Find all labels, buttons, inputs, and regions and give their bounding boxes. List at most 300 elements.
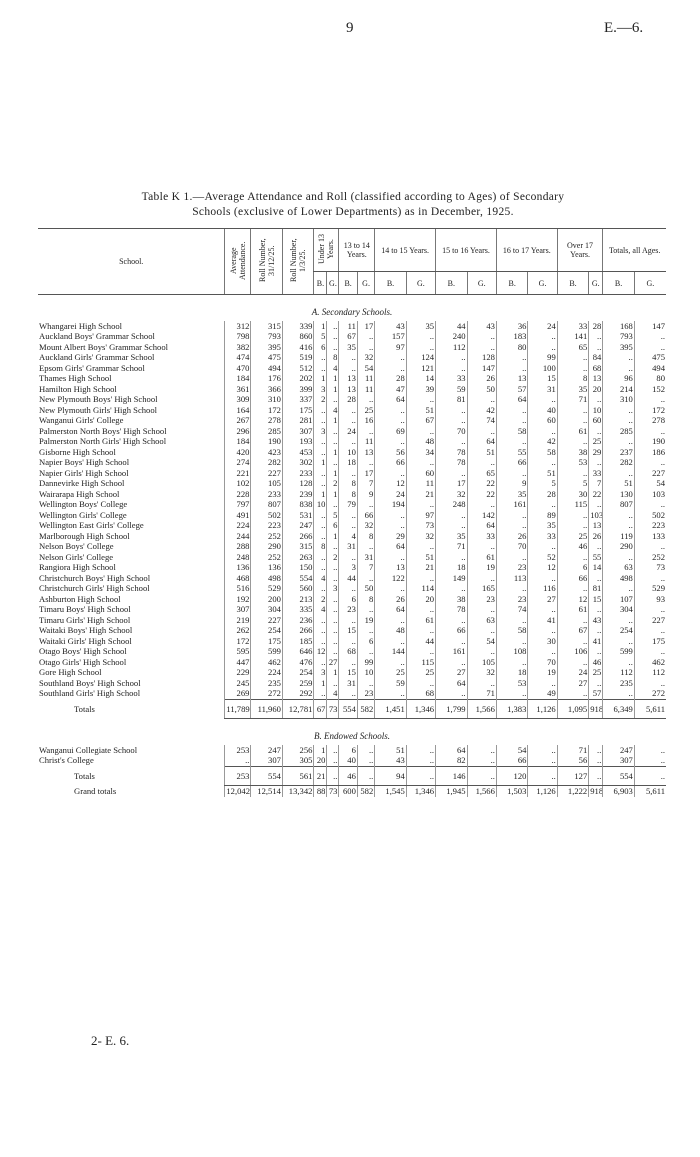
value-cell: 254 [282,667,314,678]
value-cell: 31 [339,678,357,689]
value-cell: .. [327,426,339,437]
value-cell: .. [436,688,468,699]
value-cell: 798 [225,331,251,342]
value-cell: 4 [314,604,327,615]
value-cell: .. [634,394,666,405]
value-cell: 27 [328,656,338,667]
value-cell: 312 [225,321,251,332]
value-cell: 81 [436,394,468,405]
value-cell: .. [496,583,528,594]
value-cell: 8 [357,594,374,605]
value-cell: .. [375,510,407,521]
value-cell: 918 [589,699,603,719]
header-boys: B. [436,272,468,295]
header-16-17: 16 to 17 Years. [496,229,557,272]
value-cell: .. [436,363,468,374]
value-cell: 3 [314,667,327,678]
value-cell: 70 [436,426,468,437]
value-cell: .. [357,394,374,405]
value-cell: 1 [314,457,327,468]
value-cell: 54 [496,745,528,756]
value-cell: 5 [314,331,327,342]
school-name: Grand totals [74,785,117,796]
value-cell: 32 [436,489,468,500]
value-cell: 491 [225,510,251,521]
value-cell: 5 [327,510,339,521]
value-cell: 54 [357,363,374,374]
value-cell: 475 [251,352,283,363]
header-15-16: 15 to 16 Years. [436,229,497,272]
value-cell: 15 [339,625,357,636]
value-cell: .. [634,573,666,584]
totals-row [38,699,666,719]
value-cell: .. [339,520,357,531]
school-name: New Plymouth Boys' High School [39,394,158,404]
value-cell: 17 [357,321,374,332]
value-cell: 6 [339,745,357,756]
value-cell: .. [406,457,435,468]
header-boys: B. [375,272,407,295]
value-cell: 66 [557,573,589,584]
value-cell: 214 [603,384,635,395]
table-row [38,678,666,689]
value-cell: .. [634,745,666,756]
table-row [38,321,666,332]
value-cell: 25 [589,436,603,447]
value-cell: 200 [251,594,283,605]
value-cell: 247 [603,745,635,756]
value-cell: .. [528,573,557,584]
value-cell: 253 [225,745,251,756]
value-cell: 46 [557,541,589,552]
value-cell: 142 [467,510,496,521]
value-cell: 13 [375,562,407,573]
table-row [38,489,666,500]
value-cell: 259 [282,678,314,689]
value-cell: .. [496,552,528,563]
value-cell: .. [339,352,357,363]
value-cell: .. [557,688,589,699]
value-cell: .. [327,573,339,584]
value-cell: 175 [282,405,314,416]
value-cell: 41 [528,615,557,626]
value-cell: 165 [467,583,496,594]
value-cell: 395 [251,342,283,353]
value-cell: .. [467,766,496,786]
value-cell: 56 [375,447,407,458]
value-cell: 64 [375,541,407,552]
value-cell: 35 [339,342,357,353]
value-cell: .. [327,625,339,636]
value-cell: 582 [357,786,374,797]
value-cell: 290 [251,541,283,552]
school-name: Christ's College [39,755,94,766]
value-cell: 221 [225,468,251,479]
value-cell: .. [436,583,468,594]
value-cell: .. [557,583,589,594]
value-cell: 32 [357,352,374,363]
value-cell: 116 [528,583,557,594]
value-cell: 23 [357,688,374,699]
table-row [38,583,666,594]
value-cell: 31 [528,384,557,395]
value-cell: 33 [436,373,468,384]
value-cell: 112 [634,667,666,678]
value-cell: 68 [339,646,357,657]
value-cell: 18 [339,457,357,468]
value-cell: 248 [225,552,251,563]
value-cell: 494 [251,363,283,374]
value-cell: 2 [327,478,339,489]
value-cell: 335 [282,604,314,615]
value-cell: .. [406,755,435,766]
table-row [38,363,666,374]
value-cell: .. [339,405,357,416]
value-cell: 106 [557,646,589,657]
value-cell: .. [634,766,666,786]
value-cell: .. [603,510,635,521]
value-cell: 150 [282,562,314,573]
header-boys: B. [314,272,327,295]
value-cell: 161 [436,646,468,657]
value-cell: 1,945 [436,786,468,797]
value-cell: 10 [314,499,327,510]
value-cell: 793 [603,331,635,342]
value-cell: .. [327,562,339,573]
value-cell: 68 [589,363,603,374]
school-name: Auckland Girls' Grammar School [39,352,155,362]
value-cell: 8 [327,352,339,363]
table-row [38,604,666,615]
school-name: Totals [74,770,95,781]
school-name: Marlborough High School [39,530,130,541]
table-row [38,615,666,626]
value-cell: 66 [436,625,468,636]
table-row [38,373,666,384]
value-cell: 78 [436,457,468,468]
table-row [38,478,666,489]
value-cell: 7 [589,478,603,489]
value-cell: .. [327,646,339,657]
value-cell: 35 [528,520,557,531]
value-cell: 28 [375,373,407,384]
value-cell: 399 [282,384,314,395]
value-cell: 337 [282,394,314,405]
value-cell: 296 [225,426,251,437]
value-cell: 1,222 [557,786,589,797]
value-cell: .. [603,468,635,479]
value-cell: 282 [251,457,283,468]
value-cell: .. [634,426,666,437]
value-cell: .. [634,625,666,636]
value-cell: 6 [327,520,339,531]
value-cell: 23 [339,604,357,615]
value-cell: .. [528,745,557,756]
value-cell: 8 [339,478,357,489]
value-cell: 1 [314,321,327,332]
value-cell: .. [314,405,327,416]
value-cell: 807 [251,499,283,510]
school-name: Southland Girls' High School [39,688,141,699]
value-cell: 6 [314,342,327,353]
value-cell: .. [327,457,339,468]
value-cell: 498 [251,573,283,584]
value-cell: .. [225,755,251,766]
value-cell: .. [528,394,557,405]
value-cell: .. [467,573,496,584]
value-cell: 285 [603,426,635,437]
value-cell: 74 [496,604,528,615]
value-cell: 51 [603,478,635,489]
value-cell: .. [496,636,528,647]
value-cell: 100 [528,363,557,374]
value-cell: 476 [282,657,314,668]
value-cell: .. [375,415,407,426]
value-cell: .. [603,615,635,626]
value-cell: 19 [357,615,374,626]
value-cell: 447 [225,657,251,668]
value-cell: 395 [603,342,635,353]
value-cell: .. [406,766,435,786]
value-cell: .. [589,394,603,405]
value-cell: 172 [251,405,283,416]
value-cell: 309 [225,394,251,405]
value-cell: 24 [528,321,557,332]
value-cell: 21 [406,562,435,573]
value-cell: 120 [496,766,528,786]
value-cell: 66 [375,457,407,468]
value-cell: 266 [282,531,314,542]
value-cell: 73 [406,520,435,531]
table-row [38,352,666,363]
value-cell: 1 [327,384,339,395]
value-cell: 66 [496,457,528,468]
value-cell: 17 [436,478,468,489]
value-cell: .. [634,646,666,657]
value-cell: 6 [357,636,374,647]
value-cell: 18 [496,667,528,678]
value-cell: 10 [357,667,374,678]
value-cell: 1 [327,415,339,426]
value-cell: 3 [314,384,327,395]
value-cell: 233 [282,468,314,479]
value-cell: .. [634,755,666,766]
value-cell: 1,799 [436,699,468,719]
value-cell: .. [327,678,339,689]
value-cell: .. [357,766,374,786]
value-cell: 15 [528,373,557,384]
value-cell: .. [496,405,528,416]
value-cell: 53 [557,457,589,468]
value-cell: 28 [528,489,557,500]
value-cell: .. [327,342,339,353]
value-cell: 240 [436,331,468,342]
value-cell: .. [375,688,407,699]
value-cell: 17 [357,468,374,479]
value-cell: 253 [225,766,251,786]
value-cell: 59 [375,678,407,689]
value-cell: 11 [339,321,357,332]
value-cell: .. [557,415,589,426]
value-cell: 11 [406,478,435,489]
value-cell: .. [467,331,496,342]
section-secondary-heading: A. Secondary Schools. [311,307,393,317]
value-cell: 94 [375,766,407,786]
school-name: Timaru Girls' High School [39,614,131,625]
value-cell: 1 [314,489,327,500]
header-girls: G. [467,272,496,295]
value-cell: .. [603,552,635,563]
value-cell: 54 [467,636,496,647]
value-cell: 108 [496,646,528,657]
value-cell: 128 [282,478,314,489]
value-cell: 420 [225,447,251,458]
value-cell: .. [314,415,327,426]
value-cell: .. [357,331,374,342]
value-cell: 53 [496,678,528,689]
school-name: Nelson Girls' College [39,551,114,562]
table-row [38,436,666,447]
table-body [38,295,666,797]
value-cell: 1 [327,373,339,384]
value-cell: 554 [282,573,314,584]
value-cell: .. [314,688,327,699]
value-cell: 2 [327,552,339,563]
value-cell: 256 [282,745,314,756]
value-cell: 531 [282,510,314,521]
value-cell: 44 [436,321,468,332]
value-cell: .. [375,615,407,626]
value-cell: .. [634,457,666,468]
value-cell: 15 [339,667,357,678]
value-cell: .. [314,352,327,363]
value-cell: .. [357,745,374,756]
value-cell: 26 [375,594,407,605]
value-cell: .. [603,415,635,426]
value-cell: .. [375,436,407,447]
value-cell: 797 [225,499,251,510]
value-cell: 21 [314,766,327,786]
value-cell: 423 [251,447,283,458]
value-cell: 99 [357,657,374,668]
value-cell: 219 [225,615,251,626]
value-cell: .. [496,363,528,374]
value-cell: 561 [282,766,314,786]
value-cell: 43 [589,615,603,626]
value-cell: 20 [589,384,603,395]
value-cell: 67 [314,699,327,719]
value-cell: 274 [225,457,251,468]
header-boys: B. [557,272,589,295]
value-cell: .. [589,678,603,689]
value-cell: 175 [634,636,666,647]
value-cell: 105 [467,657,496,668]
value-cell: .. [589,457,603,468]
value-cell: 61 [467,552,496,563]
value-cell: .. [634,331,666,342]
value-cell: .. [467,625,496,636]
value-cell: 19 [528,667,557,678]
value-cell: .. [603,657,635,668]
value-cell: .. [406,745,435,756]
value-cell: .. [327,615,339,626]
value-cell: .. [357,625,374,636]
value-cell: 107 [603,594,635,605]
value-cell: .. [327,766,339,786]
value-cell: .. [314,520,327,531]
school-name: Napier Boys' High School [39,457,130,467]
school-name: Wanganui Collegiate School [39,744,138,755]
value-cell: 58 [496,625,528,636]
value-cell: .. [406,331,435,342]
value-cell: .. [528,755,557,766]
value-cell: 64 [467,436,496,447]
header-girls: G. [327,272,339,295]
value-cell: .. [603,363,635,374]
value-cell: .. [327,594,339,605]
value-cell: 144 [375,646,407,657]
value-cell: 3 [327,583,339,594]
value-cell: 502 [634,510,666,521]
value-cell: 11 [357,373,374,384]
value-cell: 3 [314,426,327,437]
value-cell: 63 [467,615,496,626]
value-cell: 1,451 [375,699,407,719]
value-cell: 66 [496,755,528,766]
value-cell: 462 [634,657,666,668]
school-name: Mount Albert Boys' Grammar School [39,341,169,352]
value-cell: 227 [251,468,283,479]
value-cell: .. [436,436,468,447]
value-cell: 24 [557,667,589,678]
value-cell: 1,503 [496,786,528,797]
value-cell: 416 [282,342,314,353]
value-cell: .. [557,363,589,374]
value-cell: 33 [467,531,496,542]
value-cell: 149 [436,573,468,584]
value-cell: 30 [528,636,557,647]
value-cell: 582 [357,699,374,719]
value-cell: .. [589,499,603,510]
value-cell: 73 [328,786,338,796]
value-cell: 73 [327,699,339,719]
value-cell: 43 [467,321,496,332]
value-cell: 468 [225,573,251,584]
table-row [38,594,666,605]
value-cell: 8 [557,373,589,384]
value-cell: 35 [436,531,468,542]
value-cell: 47 [375,384,407,395]
value-cell: 315 [251,321,283,332]
value-cell: 183 [496,331,528,342]
value-cell: .. [528,766,557,786]
school-name: New Plymouth Girls' High School [39,404,158,415]
value-cell: 66 [357,510,374,521]
value-cell: 1,095 [557,699,589,719]
school-name: Hamilton High School [39,383,117,394]
value-cell: 494 [634,363,666,374]
value-cell: 48 [375,625,407,636]
value-cell: 29 [375,531,407,542]
value-cell: 512 [282,363,314,374]
value-cell: 307 [282,426,314,437]
value-cell: 115 [557,499,589,510]
value-cell: .. [357,499,374,510]
value-cell: 57 [589,688,603,699]
value-cell: .. [436,636,468,647]
value-cell: 860 [282,331,314,342]
value-cell: 26 [496,531,528,542]
